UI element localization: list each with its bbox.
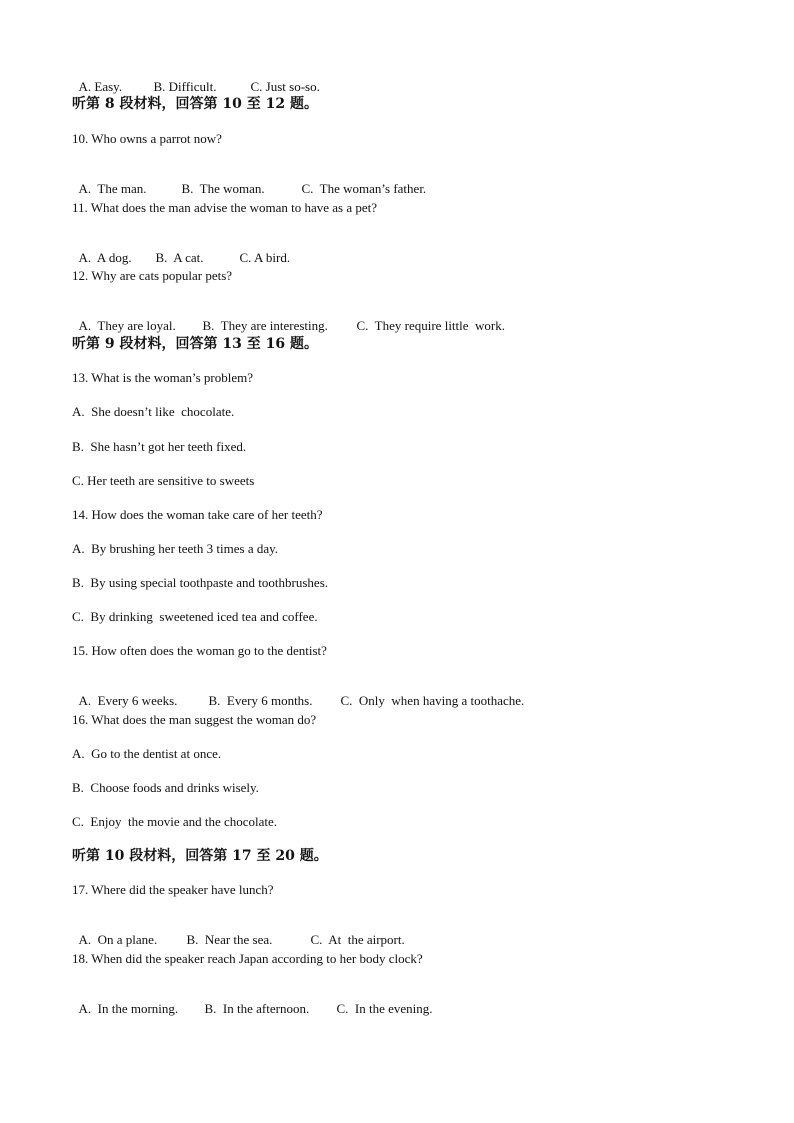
- q15-question: 15. How often does the woman go to the dentist?: [72, 643, 327, 658]
- q12-option-a: A. They are loyal.: [78, 318, 176, 333]
- q16-question: 16. What does the man suggest the woman do?: [72, 712, 317, 727]
- q12-option-b: B. They are interesting.: [202, 318, 328, 333]
- q15-options-row: [72, 677, 524, 709]
- q10-option-a: A. The man.: [78, 181, 147, 196]
- q9-option-c: C. Just so-so.: [250, 79, 320, 94]
- q15-option-c: C. Only when having a toothache.: [340, 693, 525, 708]
- q9-options-row: [72, 63, 320, 95]
- q14-option-c: C. By drinking sweetened iced tea and coffee.: [72, 609, 318, 624]
- q18-option-c: C. In the evening.: [336, 1001, 433, 1016]
- q16-option-c: C. Enjoy the movie and the chocolate.: [72, 814, 278, 829]
- q16-option-b: B. Choose foods and drinks wisely.: [72, 780, 259, 795]
- q17-option-b: B. Near the sea.: [186, 932, 273, 947]
- q16-option-a: A. Go to the dentist at once.: [72, 746, 222, 761]
- q14-option-b: B. By using special toothpaste and toothbrushes.: [72, 575, 329, 590]
- q18-option-b: B. In the afternoon.: [204, 1001, 310, 1016]
- q15-option-a: A. Every 6 weeks.: [78, 693, 178, 708]
- q10-options-row: [72, 165, 426, 197]
- section8-heading: 听第 8 段材料，回答第 10 至 12 题。: [72, 96, 318, 112]
- q14-question: 14. How does the woman take care of her teeth?: [72, 507, 323, 522]
- q13-question: 13. What is the woman’s problem?: [72, 370, 254, 385]
- q11-option-a: A. A dog.: [78, 250, 132, 265]
- q10-option-c: C. The woman’s father.: [301, 181, 427, 196]
- q18-question: 18. When did the speaker reach Japan according to her body clock?: [72, 951, 423, 966]
- q11-question: 11. What does the man advise the woman to have as a pet?: [72, 200, 378, 215]
- q17-question: 17. Where did the speaker have lunch?: [72, 882, 274, 897]
- q11-options-row: [72, 234, 290, 266]
- q17-option-c: C. At the airport.: [310, 932, 405, 947]
- q9-option-b: B. Difficult.: [153, 79, 217, 94]
- q11-option-c: C. A bird.: [239, 250, 291, 265]
- q18-options-row: [72, 985, 433, 1017]
- q12-question: 12. Why are cats popular pets?: [72, 268, 233, 283]
- q10-question: 10. Who owns a parrot now?: [72, 131, 222, 146]
- q10-option-b: B. The woman.: [181, 181, 265, 196]
- q11-option-b: B. A cat.: [155, 250, 204, 265]
- section9-heading: 听第 9 段材料，回答第 13 至 16 题。: [72, 336, 318, 352]
- q12-options-row: [72, 302, 505, 334]
- q9-option-a: A. Easy.: [78, 79, 123, 94]
- q17-options-row: [72, 916, 405, 948]
- q12-option-c: C. They require little work.: [356, 318, 506, 333]
- q13-option-c: C. Her teeth are sensitive to sweets: [72, 473, 255, 488]
- q13-option-b: B. She hasn’t got her teeth fixed.: [72, 439, 247, 454]
- q13-option-a: A. She doesn’t like chocolate.: [72, 404, 235, 419]
- q14-option-a: A. By brushing her teeth 3 times a day.: [72, 541, 279, 556]
- q18-option-a: A. In the morning.: [78, 1001, 179, 1016]
- q15-option-b: B. Every 6 months.: [208, 693, 313, 708]
- q17-option-a: A. On a plane.: [78, 932, 158, 947]
- section10-heading: 听第 10 段材料，回答第 17 至 20 题。: [72, 848, 328, 864]
